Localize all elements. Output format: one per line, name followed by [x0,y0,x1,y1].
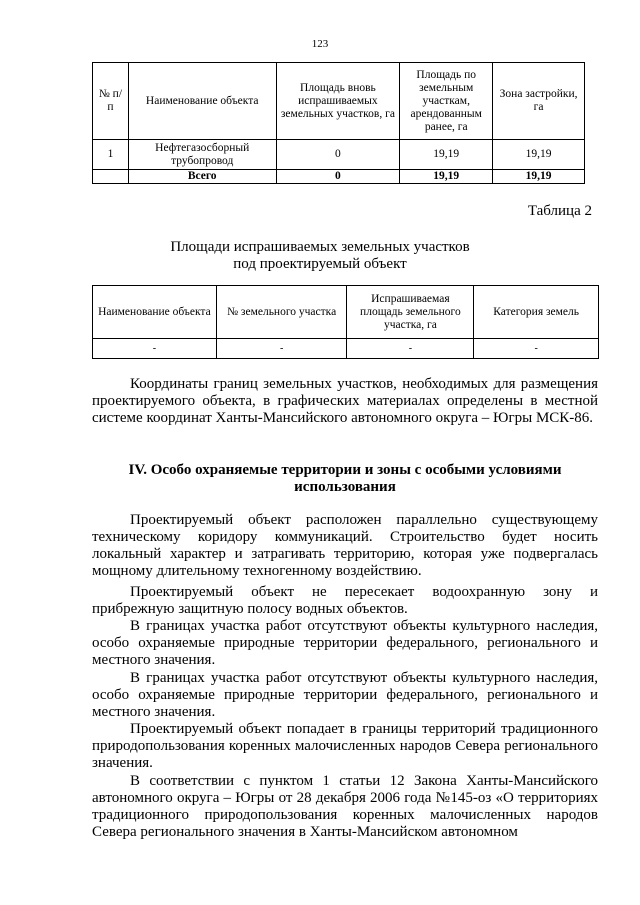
paragraph: Координаты границ земельных участков, необходимых для размещения проектируемого объекта, в графических материалах определены в местной системе координат Ханты-Мансийского автономного округа – Югры МСК-86. [92,376,598,426]
paragraph: Проектируемый объект не пересекает водоохранную зону и прибрежную защитную полосу водных объектов. [92,584,598,617]
paragraph: В соответствии с пунктом 1 статьи 12 Закона Ханты-Мансийского автономного округа – Югры от 28 декабря 2006 года №145-оз «О территориях традиционного природопользования коренных малочисленных народов Севера регионального значения в Ханты-Мансийском автономном [92,773,598,840]
table-cell: Нефтегазосборный трубопровод [128,140,276,170]
table-caption: Таблица 2 [527,203,592,219]
header-cell: № земельного участка [216,286,347,339]
table-cell: 19,19 [400,140,493,170]
paragraph: В границах участка работ отсутствуют объекты культурного наследия, особо охраняемые природные территории федерального, регионального и местного значения. [92,618,598,668]
requested-plots-table [92,285,599,359]
header-cell: Наименование объекта [93,286,217,339]
table-cell: 19,19 [400,170,493,184]
header-cell: Наименование объекта [128,63,276,140]
page-number: 123 [311,38,329,50]
paragraph: В границах участка работ отсутствуют объекты культурного наследия, особо охраняемые природные территории федерального, регионального и местного значения. [92,670,598,720]
table-header-row [93,286,599,339]
table-cell [93,170,129,184]
table-title: Площади испрашиваемых земельных участков [170,239,470,255]
table-cell: - [347,339,474,359]
area-table [92,62,585,184]
section-heading: IV. Особо охраняемые территории и зоны с особыми условиями использования [128,462,562,495]
paragraph: Проектируемый объект расположен параллельно существующему техническому коридору коммуникаций. Строительство будет носить локальный характер и затрагивать территорию, которая уже подвергалась мощному длительному техногенному воздействию. [92,512,598,579]
table-cell: - [216,339,347,359]
table-header-row [93,63,585,140]
table-row [93,339,599,359]
table-total-row [93,170,585,184]
total-label: Всего [128,170,276,184]
header-cell: Площадь по земельным участкам, арендованным ранее, га [400,63,493,140]
header-cell: Зона застройки, га [493,63,585,140]
table-row [93,140,585,170]
table-title: под проектируемый объект [233,256,407,272]
table-cell: 1 [93,140,129,170]
table-cell: - [93,339,217,359]
header-cell: Площадь вновь испрашиваемых земельных участков, га [276,63,400,140]
header-cell: Испрашиваемая площадь земельного участка, га [347,286,474,339]
table-cell: 19,19 [493,170,585,184]
paragraph: Проектируемый объект попадает в границы территорий традиционного природопользования коренных малочисленных народов Севера регионального значения. [92,721,598,771]
table-cell: 19,19 [493,140,585,170]
table-cell: 0 [276,140,400,170]
header-cell: № п/п [93,63,129,140]
header-cell: Категория земель [474,286,599,339]
table-cell: 0 [276,170,400,184]
table-cell: - [474,339,599,359]
